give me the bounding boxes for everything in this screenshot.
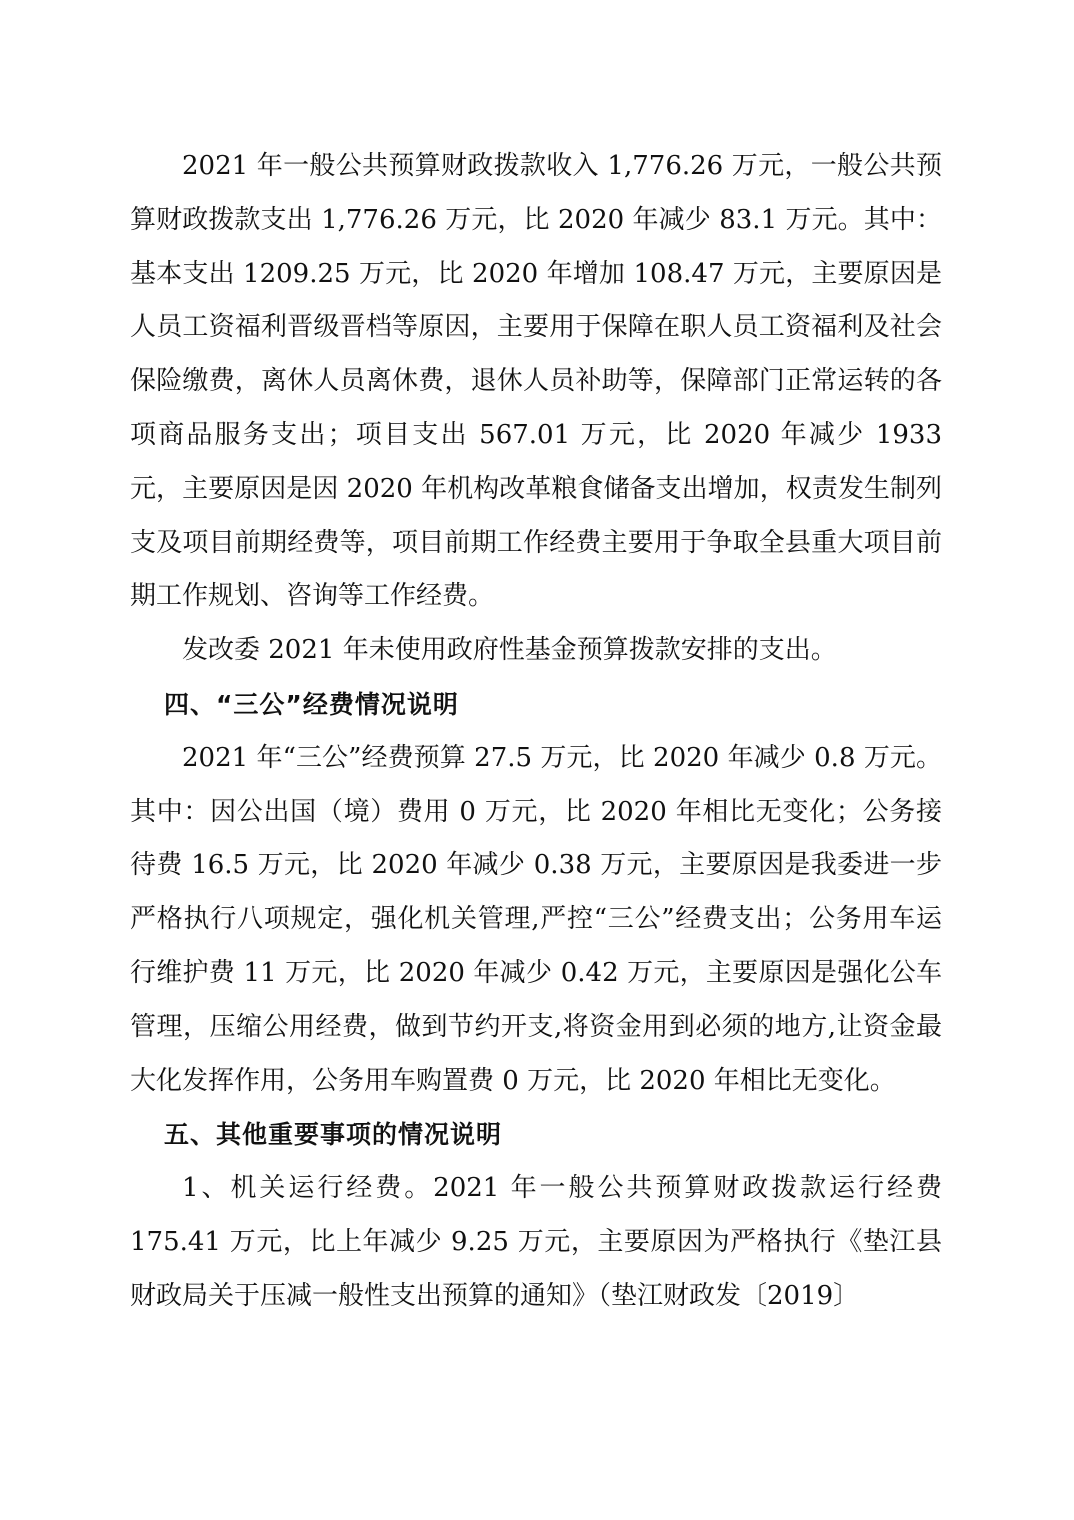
document-page bbox=[130, 140, 942, 1324]
budget-income-expenditure-paragraph: 2021 年一般公共预算财政拨款收入 1,776.26 万元，一般公共预算财政拨款支出 1,776.26 万元，比 2020 年减少 83.1 万元。其中：基本支出 1209.25 万元，比 2020 年增加 108.47 万元，主要原因是人员工资福利晋级晋档等原因，主要用于保障在职人员工资福利及社会保险缴费，离休人员离休费，退休人员补助等，保障部门正常运转的各项商品服务支出；项目支出 567.01 万元，比 2020 年减少 1933 元，主要原因是因 2020 年机构改革粮食储备支出增加，权责发生制列支及项目前期经费等，项目前期工作经费主要用于争取全县重大项目前期工作规划、咨询等工作经费。 bbox=[130, 151, 942, 612]
operating-expenses-paragraph: 1、机关运行经费。2021 年一般公共预算财政拨款运行经费 175.41 万元，比上年减少 9.25 万元，主要原因为严格执行《垫江县财政局关于压减一般性支出预算的通知》（垫江财政发〔2019〕 bbox=[130, 1173, 942, 1311]
three-public-expenses-paragraph: 2021 年“三公”经费预算 27.5 万元，比 2020 年减少 0.8 万元。其中：因公出国（境）费用 0 万元，比 2020 年相比无变化；公务接待费 16.5 万元，比 2020 年减少 0.38 万元，主要原因是我委进一步严格执行八项规定，强化机关管理,严控“三公”经费支出；公务用车运行维护费 11 万元，比 2020 年减少 0.42 万元，主要原因是强化公车管理，压缩公用经费，做到节约开支,将资金用到必须的地方,让资金最大化发挥作用，公务用车购置费 0 万元，比 2020 年相比无变化。 bbox=[130, 742, 942, 1096]
section-heading-three-public-expenses: 四、“三公”经费情况说明 bbox=[164, 689, 459, 719]
government-fund-paragraph: 发改委 2021 年未使用政府性基金预算拨款安排的支出。 bbox=[182, 635, 837, 666]
section-heading-other-matters: 五、其他重要事项的情况说明 bbox=[164, 1120, 503, 1150]
